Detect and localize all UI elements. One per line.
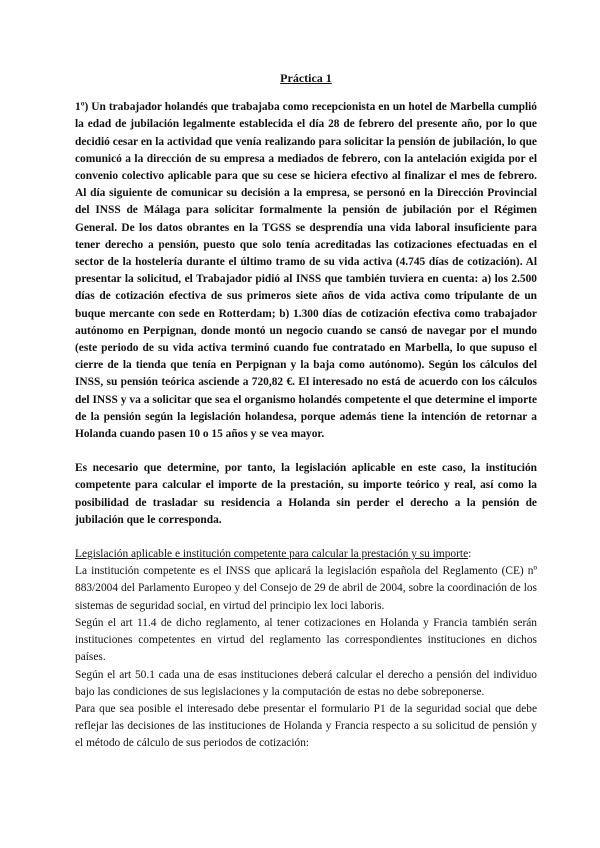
question-paragraph: Es necesario que determine, por tanto, la legislación aplicable en este caso, la institución competente para calcular el importe de la prestación, su importe teórico y real, así como la posibilidad de trasladar su residencia a Holanda sin perder el derecho a la pensión de jubilación que le corresponda. (75, 462, 537, 526)
answer-paragraph-2: Según el art 11.4 de dicho reglamento, al tener cotizaciones en Holanda y Francia también serán instituciones competentes en virtud del reglamento las correspondientes instituciones en dichos países. (75, 616, 537, 664)
answer-paragraph-1: La institución competente es el INSS que aplicará la legislación española del Reglamento (CE) nº 883/2004 del Parlamento Europeo y del Consejo de 29 de abril de 2004, sobre la coordinación de los sistemas de seguridad social, en virtud del principio lex loci laboris. (75, 565, 537, 612)
answer-heading-colon: : (468, 548, 472, 561)
document-page (75, 70, 537, 753)
answer-paragraph-4: Para que sea posible el interesado debe presentar el formulario P1 de la seguridad social que debe reflejar las decisiones de las instituciones de Holanda y Francia respecto a su solicitud de pensión y el método de cálculo de sus periodos de cotización: (75, 702, 537, 750)
answer-paragraph-3: Según el art 50.1 cada una de esas instituciones deberá calcular el derecho a pensión del individuo bajo las condiciones de sus legislaciones y la computación de estas no debe sobreponerse. (75, 668, 537, 698)
paragraph-spacer (75, 443, 537, 460)
case-paragraph: 1º) Un trabajador holandés que trabajaba como recepcionista en un hotel de Marbella cumplió la edad de jubilación legalmente establecida el día 28 de febrero del presente año, por lo que decidió cesar en la actividad que venía realizando para solicitar la pensión de jubilación, lo que comunicó a la dirección de su empresa a mediados de febrero, con la antelación exigida por el convenio colectivo aplicable para que su cese se hiciera efectivo al finalizar el mes de febrero. Al día siguiente de comunicar su decisión a la empresa, se personó en la Dirección Provincial del INSS de Málaga para solicitar formalmente la pensión de jubilación por el Régimen General. De los datos obrantes en la TGSS se desprendía una vida laboral insuficiente para tener derecho a pensión, puesto que solo tenía acreditadas las cotizaciones efectuadas en el sector de la hostelería durante el último tramo de su vida activa (4.745 días de cotización). Al presentar la solicitud, el Trabajador pidió al INSS que también tuviera en cuenta: a) los 2.500 días de cotización efectiva de sus primeros siete años de vida activa como tripulante de un buque mercante con sede en Rotterdam; b) 1.300 días de cotización efectiva como trabajador autónomo en Perpignan, donde montó un negocio cuando se cansó de navegar por el mundo (este periodo de su vida activa terminó cuando fue contratado en Marbella, lo que supuso el cierre de la tienda que tenía en Perpignan y la baja como autónomo). Según los cálculos del INSS, su pensión teórica asciende a 720,82 €. El interesado no está de acuerdo con los cálculos del INSS y va a solicitar que sea el organismo holandés competente el que determine el importe de la pensión según la legislación holandesa, porque además tiene la intención de retornar a Holanda cuando pasen 10 o 15 años y se vea mayor. (75, 101, 537, 441)
paragraph-spacer (75, 529, 537, 546)
answer-heading: Legislación aplicable e institución competente para calcular la prestación y su importe (75, 548, 469, 561)
answer-heading-line (75, 546, 537, 563)
page-title: Práctica 1 (280, 71, 332, 85)
